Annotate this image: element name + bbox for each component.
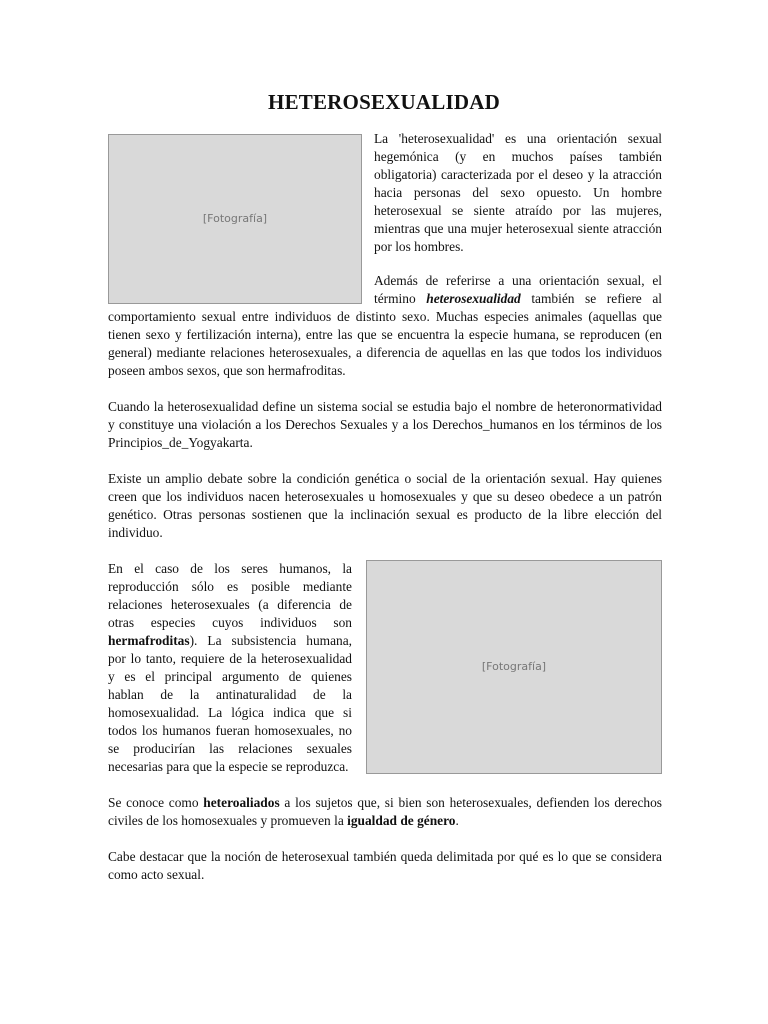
photo-placeholder-bottom	[366, 560, 662, 774]
paragraph-behavior-text: Además de referirse a una orientación sexual, el término	[374, 273, 662, 306]
paragraph-allies	[108, 794, 662, 830]
paragraph-reproduction-text: En el caso de los seres humanos, la reproducción sólo es posible mediante relaciones heterosexuales (a diferencia de otras especies cuyos individuos son	[108, 561, 352, 630]
page-title: HETEROSEXUALIDAD	[268, 90, 500, 114]
paragraph-allies-text: Se conoce como	[108, 795, 204, 810]
photo-placeholder-top	[108, 134, 362, 304]
paragraph-heteronormativity: Cuando la heterosexualidad define un sistema social se estudia bajo el nombre de heteronormatividad y constituye una violación a los Derechos Sexuales y a los Derechos_humanos en los términos de los Principios_de_Yogyakarta.	[108, 399, 662, 450]
photo-placeholder-label-2: [Fotografía]	[481, 660, 547, 673]
paragraph-debate: Existe un amplio debate sobre la condición genética o social de la orientación sexual. Hay quienes creen que los individuos nacen heterosexuales u homosexuales y que su deseo obedece a un patrón genético. Otras personas sostienen que la inclinación sexual es producto de la libre elección del individuo.	[108, 471, 662, 540]
paragraph-allies-text-3: .	[455, 813, 459, 828]
paragraph-sexual-act: Cabe destacar que la noción de heterosexual también queda delimitada por qué es lo que se considera como acto sexual.	[108, 849, 662, 882]
term-heterosexualidad: heterosexualidad	[426, 291, 521, 306]
paragraph-definition: La 'heterosexualidad' es una orientación sexual hegemónica (y en muchos países también obligatoria) caracterizada por el deseo y la atracción hacia personas del sexo opuesto. Un hombre heterosexual se siente atraído por las mujeres, mientras que una mujer heterosexual siente atracción por los hombres.	[374, 131, 662, 254]
paragraph-allies-text-2: a los sujetos que, si bien son heterosexuales, defienden los derechos civiles de los homosexuales y promueven la	[108, 795, 662, 828]
term-igualdad-de-genero: igualdad de género	[347, 813, 456, 828]
term-hermafroditas: hermafroditas	[108, 633, 190, 648]
paragraph-reproduction-text-2: ). La subsistencia humana, por lo tanto, requiere de la heterosexualidad y es el principal argumento de quienes hablan de la antinaturalidad de la homosexualidad. La lógica indica que si todos los humanos fueran homosexuales, no se producirían las relaciones sexuales necesarias para que la especie se reproduzca.	[108, 633, 352, 774]
term-heteroaliados: heteroaliados	[203, 795, 280, 810]
paragraph-behavior-text-2: también se refiere al comportamiento sexual entre individuos de distinto sexo. Muchas especies animales (aquellas que tienen sexo y fertilización interna), entre las que se encuentra la especie humana, se reproducen (en general) mediante relaciones heterosexuales, a diferencia de aquellas en las que todos los individuos poseen ambos sexos, que son hermafroditas.	[108, 291, 662, 378]
document-body	[108, 130, 662, 902]
photo-placeholder-label: [Fotografía]	[202, 212, 268, 225]
